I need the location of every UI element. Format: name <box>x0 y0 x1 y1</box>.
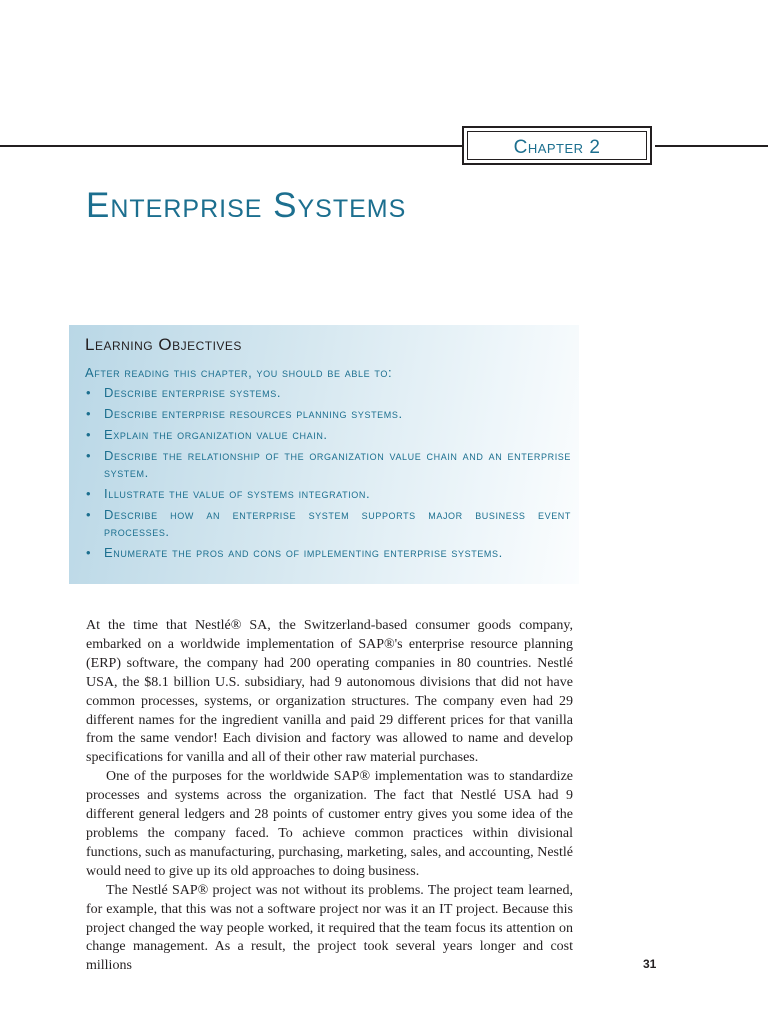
bullet-icon: • <box>86 385 92 400</box>
objectives-list <box>85 384 571 561</box>
header-rule-left <box>0 145 462 147</box>
objective-text: Describe enterprise systems. <box>104 385 282 400</box>
objective-item <box>85 405 571 422</box>
body-text <box>86 617 573 976</box>
objective-text: Explain the organization value chain. <box>104 427 328 442</box>
body-paragraph: At the time that Nestlé® SA, the Switzerland-based consumer goods company, embarked on a worldwide implementation of SAP®'s enterprise resource planning (ERP) software, the company had 200 operating companies in 80 countries. Nestlé USA, the $8.1 billion U.S. subsidiary, had 9 autonomous divisions that did not have common processes, systems, or organization structures. The company even had 29 different names for the ingredient vanilla and paid 29 different prices for that vanilla from the same vendor! Each division and factory was allowed to name and develop specifications for vanilla and all of their other raw material purchases. <box>86 618 573 766</box>
bullet-icon: • <box>86 406 92 421</box>
page-number: 31 <box>643 957 657 971</box>
objective-text: Describe the relationship of the organization value chain and an enterprise system. <box>104 448 571 480</box>
objective-item <box>85 506 571 540</box>
objective-text: Describe how an enterprise system supports major business event processes. <box>104 507 571 539</box>
bullet-icon: • <box>86 448 92 463</box>
objective-item <box>85 426 571 443</box>
bullet-icon: • <box>86 486 92 501</box>
learning-objectives-box <box>69 325 579 584</box>
objective-item <box>85 485 571 502</box>
body-paragraph: One of the purposes for the worldwide SAP® implementation was to standardize processes and systems across the organization. The fact that Nestlé USA had 9 different general ledgers and 28 points of customer entry gives you some idea of the problems the company faced. To achieve common practices within divisional functions, such as manufacturing, purchasing, marketing, sales, and accounting, Nestlé would need to give up its old approaches to doing business. <box>86 769 573 879</box>
chapter-label-box <box>462 126 652 165</box>
objective-text: Describe enterprise resources planning systems. <box>104 406 403 421</box>
bullet-icon: • <box>86 507 92 522</box>
bullet-icon: • <box>86 545 92 560</box>
objective-text: Enumerate the pros and cons of implementing enterprise systems. <box>104 545 503 560</box>
objective-item <box>85 447 571 481</box>
objectives-heading: Learning Objectives <box>85 335 242 354</box>
objectives-intro: After reading this chapter, you should be able to: <box>85 365 393 380</box>
objective-item <box>85 544 571 561</box>
chapter-label: Chapter 2 <box>513 137 601 158</box>
body-paragraph: The Nestlé SAP® project was not without its problems. The project team learned, for example, that this was not a software project nor was it an IT project. Because this project changed the way people worked, it required that the team focus its attention on change management. As a result, the project took several years longer and cost millions <box>86 882 573 974</box>
chapter-title: Enterprise Systems <box>86 186 407 225</box>
header-rule-right <box>655 145 768 147</box>
objective-item <box>85 384 571 401</box>
bullet-icon: • <box>86 427 92 442</box>
objective-text: Illustrate the value of systems integration. <box>104 486 371 501</box>
